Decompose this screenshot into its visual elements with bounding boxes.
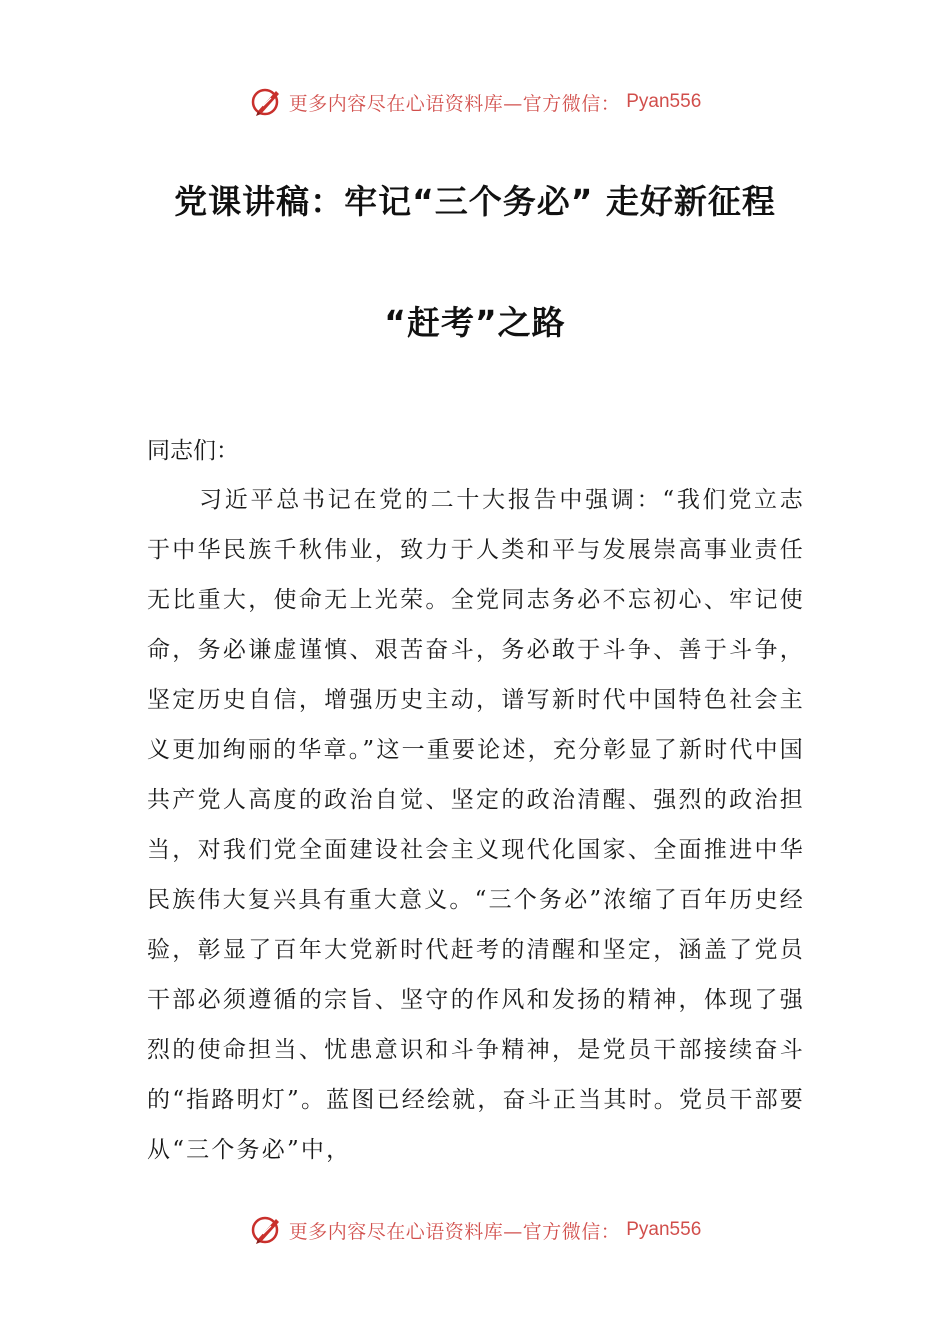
body-paragraph: 习近平总书记在党的二十大报告中强调：“我们党立志于中华民族千秋伟业，致力于人类和平与发展崇高事业责任无比重大，使命无上光荣。全党同志务必不忘初心、牢记使命，务必谦虚谨慎、艰苦奋斗，务必敢于斗争、善于斗争，坚定历史自信，增强历史主动，谱写新时代中国特色社会主义更加绚丽的华章。”这一重要论述，充分彰显了新时代中国共产党人高度的政治自觉、坚定的政治清醒、强烈的政治担当，对我们党全面建设社会主义现代化国家、全面推进中华民族伟大复兴具有重大意义。“三个务必”浓缩了百年历史经验，彰显了百年大党新时代赶考的清醒和坚定，涵盖了党员干部必须遵循的宗旨、坚守的作风和发扬的精神，体现了强烈的使命担当、忧患意识和斗争精神，是党员干部接续奋斗的“指路明灯”。蓝图已经绘就，奋斗正当其时。党员干部要从“三个务必”中， [147, 487, 805, 1163]
salutation: 同志们： [147, 438, 239, 464]
header-watermark [0, 82, 950, 122]
pen-logo-icon [249, 85, 283, 119]
watermark-text: 更多内容尽在心语资料库—官方微信： [288, 92, 621, 115]
document-title-line1: 党课讲稿：牢记“三个务必” 走好新征程 [174, 182, 776, 221]
footer-watermark [0, 1210, 950, 1250]
watermark-text: 更多内容尽在心语资料库—官方微信： [288, 1220, 621, 1243]
document-title-line2: “赶考”之路 [384, 303, 566, 342]
watermark-handle: Pyan556 [626, 91, 702, 112]
pen-logo-icon [249, 1213, 283, 1247]
watermark-handle: Pyan556 [626, 1219, 702, 1240]
